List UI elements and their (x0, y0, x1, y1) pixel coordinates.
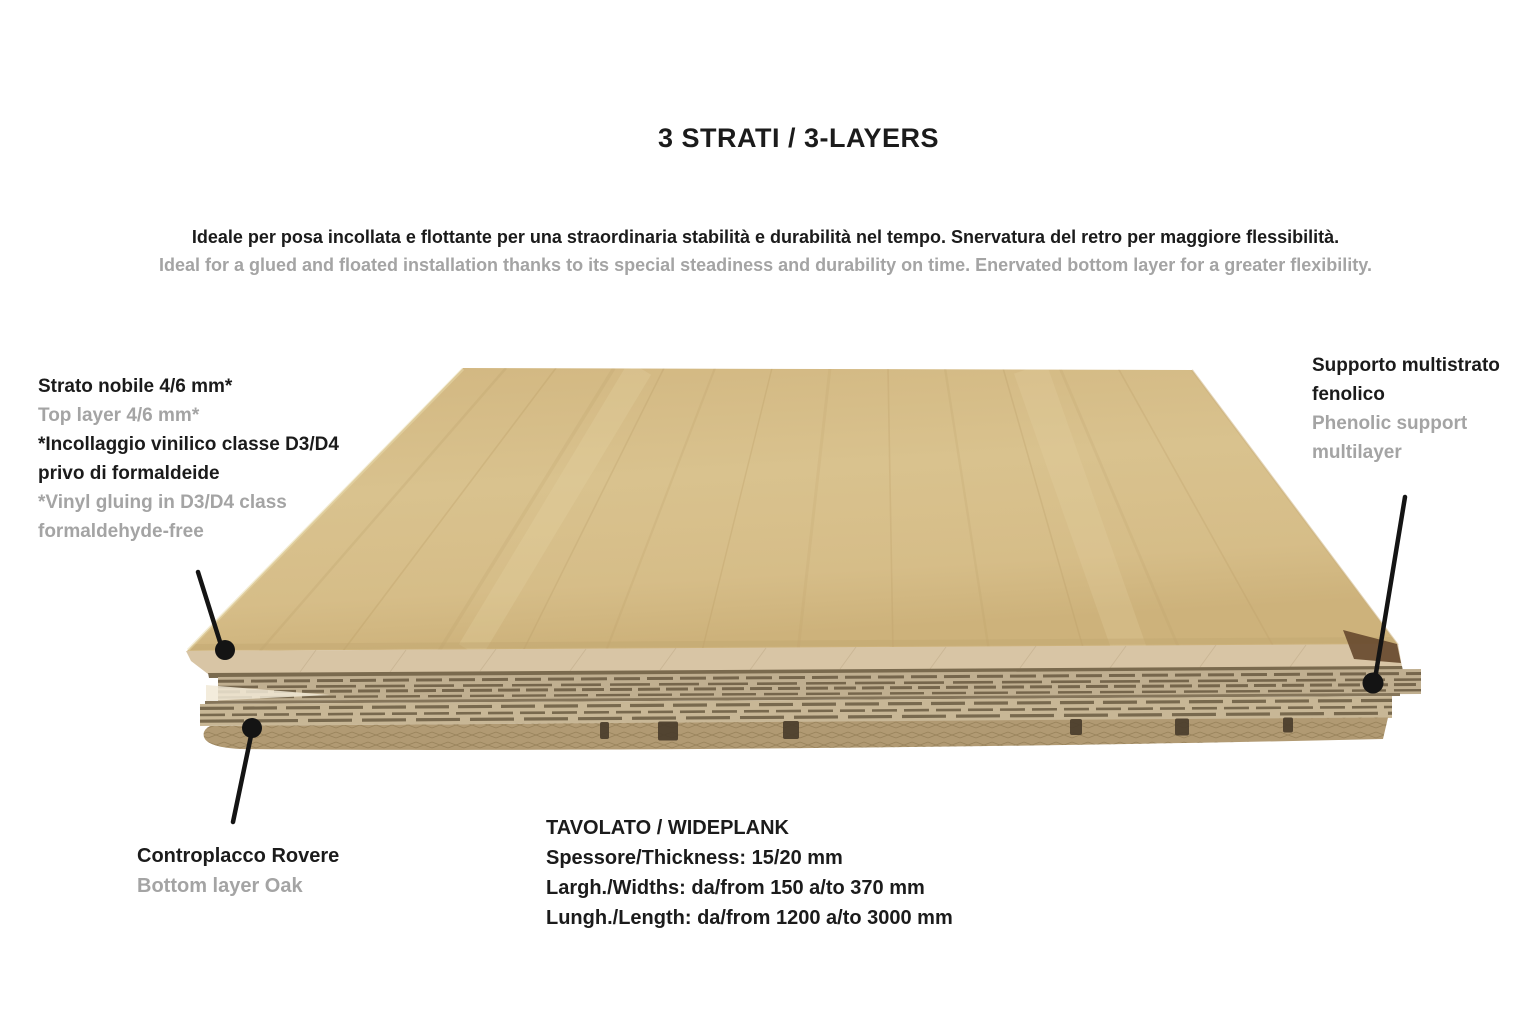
callout-bottom-layer (137, 841, 339, 901)
callout-gluing-it-line1: *Incollaggio vinilico classe D3/D4 (38, 434, 339, 455)
callout-support-it-line2: fenolico (1312, 384, 1385, 405)
spec-heading: TAVOLATO / WIDEPLANK (546, 817, 789, 839)
callout-support-it-line1: Supporto multistrato (1312, 355, 1500, 376)
annotation-dot-bottom-layer (242, 718, 262, 738)
page-title: 3 STRATI / 3-LAYERS (657, 123, 940, 153)
callout-gluing-en-line1: *Vinyl gluing in D3/D4 class (38, 492, 287, 513)
callout-bottom-layer-en: Bottom layer Oak (137, 875, 303, 897)
callout-bottom-layer-it: Controplacco Rovere (137, 845, 340, 867)
callout-top-layer (38, 372, 339, 546)
plank-top-surface (187, 368, 1398, 651)
spec-lengths: Lungh./Length: da/from 1200 a/to 3000 mm (546, 907, 953, 929)
annotation-dot-top-layer (215, 640, 235, 660)
intro-line-italian: Ideale per posa incollata e flottante per una straordinaria stabilità e durabilità nel tempo. Snervatura del retro per maggiore flessibilità. (191, 227, 1340, 247)
callout-top-layer-title-it: Strato nobile 4/6 mm* (38, 376, 233, 397)
intro-line-english: Ideal for a glued and floated installation thanks to its special steadiness and durability on time. Enervated bottom layer for a greater flexibility. (159, 255, 1372, 275)
callout-gluing-it-line2: privo di formaldeide (38, 463, 220, 484)
callout-gluing-en-line2: formaldehyde-free (38, 521, 204, 542)
intro-text (0, 223, 1531, 279)
annotation-dot-support (1363, 673, 1384, 694)
page-title-row (0, 123, 1531, 154)
callout-support-en-line1: Phenolic support (1312, 413, 1468, 434)
callout-top-layer-title-en: Top layer 4/6 mm* (38, 405, 200, 426)
callout-support-en-line2: multilayer (1312, 442, 1402, 463)
callout-support (1312, 351, 1500, 467)
spec-widths: Largh./Widths: da/from 150 a/to 370 mm (546, 877, 925, 899)
spec-thickness: Spessore/Thickness: 15/20 mm (546, 847, 843, 869)
spec-block (546, 813, 953, 933)
